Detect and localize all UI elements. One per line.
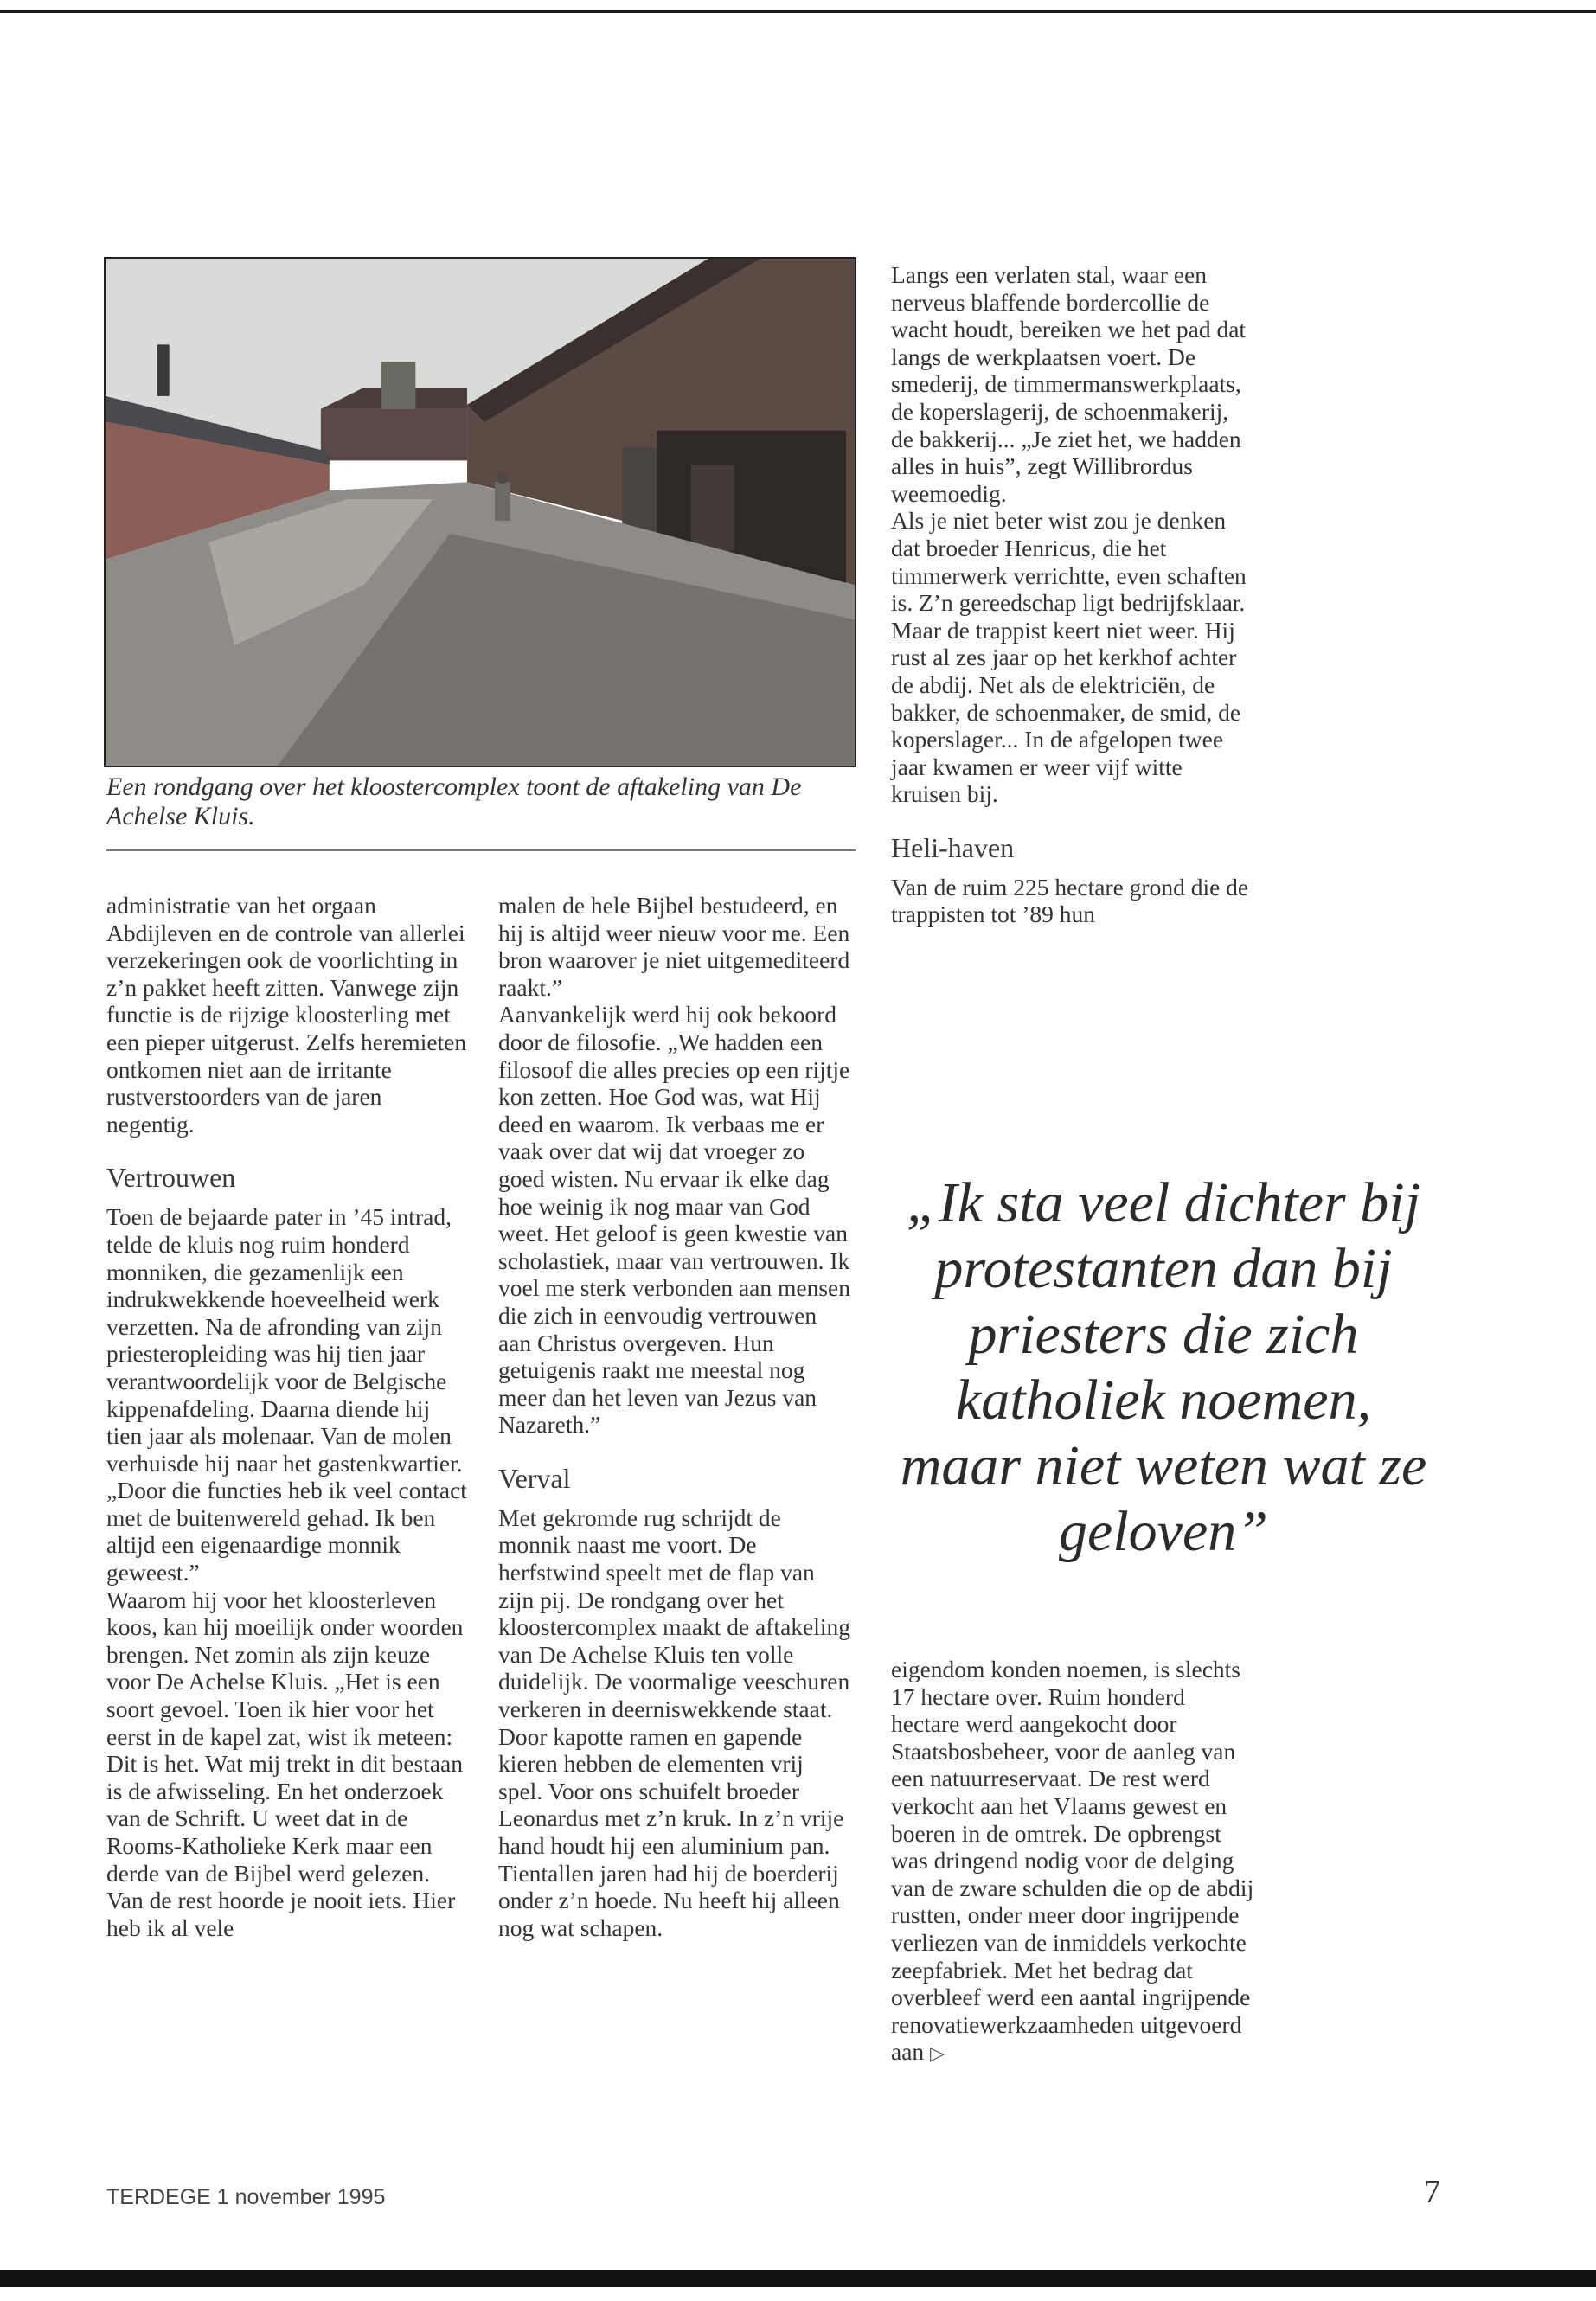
column-3-bottom bbox=[891, 1656, 1254, 2067]
publication-footer: TERDEGE 1 november 1995 bbox=[106, 2185, 386, 2209]
section-heading-heli-haven: Heli-haven bbox=[891, 831, 1015, 863]
column-1 bbox=[106, 892, 470, 1941]
continue-arrow-icon: ▷ bbox=[930, 2042, 945, 2065]
bottom-rule bbox=[0, 2270, 1596, 2287]
caption-rule bbox=[106, 849, 856, 851]
paragraph: malen de hele Bijbel bestudeerd, en hij is altijd weer nieuw voor me. Een bron waarover je niet uitgemediteerd raakt.” bbox=[498, 892, 850, 1001]
paragraph: Als je niet beter wist zou je denken dat broeder Henricus, die het timmerwerk verrichtte, even schaften is. Z’n gereedschap ligt bedrijfsklaar. Maar de trappist keert niet weer. Hij rust al zes jaar op het kerkhof achter de abdij. Net als de elektriciën, de bakker, de schoenmaker, de smid, de koperslager... In de afgelopen twee jaar kwamen er weer vijf witte kruisen bij. bbox=[891, 507, 1247, 808]
paragraph-text: eigendom konden noemen, is slechts 17 hectare over. Ruim honderd hectare werd aangekocht door Staatsbosbeheer, voor de aanleg van een natuurreservaat. De rest werd verkocht aan het Vlaams gewest en boeren in de omtrek. De opbrengst was dringend nodig voor de delging van de zware schulden die op de abdij rustten, onder meer door ingrijpende verliezen van de inmiddels verkochte zeepfabriek. Met het bedrag dat overbleef werd een aantal ingrijpende renovatiewerkzaamheden uitgevoerd aan bbox=[891, 1656, 1254, 2066]
section-heading-vertrouwen: Vertrouwen bbox=[106, 1162, 236, 1194]
photo-caption: Een rondgang over het kloostercomplex toont de aftakeling van De Achelse Kluis. bbox=[106, 772, 802, 830]
page-number: 7 bbox=[1424, 2174, 1440, 2210]
paragraph: Langs een verlaten stal, waar een nerveus blaffende bordercollie de wacht houdt, bereiken we het pad dat langs de werkplaatsen voert. De smederij, de timmermanswerkplaats, de koperslagerij, de schoenmakerij, de bakkerij... „Je ziet het, we hadden alles in huis”, zegt Willibrordus weemoedig. bbox=[891, 261, 1247, 507]
paragraph: administratie van het orgaan Abdijleven en de controle van allerlei verzekeringen ook de voorlichting in z’n pakket heeft zitten. Vanwege zijn functie is de rijzige kloosterling met een pieper uitgerust. Zelfs heremieten ontkomen niet aan de irritante rustverstoorders van de jaren negentig. bbox=[106, 892, 467, 1138]
pull-quote: „Ik sta veel dichter bij protestanten dan bij priesters die zich katholiek noemen, maar niet weten wat ze geloven” bbox=[900, 1171, 1427, 1563]
paragraph: Met gekromde rug schrijdt de monnik naast me voort. De herfstwind speelt met de flap van zijn pij. De rondgang over het kloostercomplex maakt de aftakeling van De Achelse Kluis ten volle duidelijk. De voormalige veeschuren verkeren in deerniswekkende staat. Door kapotte ramen en gapende kieren hebben de elementen vrij spel. Voor ons schuifelt broeder Leonardus met z’n kruk. In z’n vrije hand houdt hij een aluminium pan. Tientallen jaren had hij de boerderij onder z’n hoede. Nu heeft hij alleen nog wat schapen. bbox=[498, 1503, 851, 1941]
paragraph: Toen de bejaarde pater in ’45 intrad, telde de kluis nog ruim honderd monniken, die gezamenlijk een indrukwekkende hoeveelheid werk verzetten. Na de afronding van zijn priesteropleiding was hij tien jaar verantwoordelijk voor de Belgische kippenafdeling. Daarna diende hij tien jaar als molenaar. Van de molen verhuisde hij naar het gastenkwartier. „Door die functies heb ik veel contact met de buitenwereld gehad. Ik ben altijd een eigenaardige monnik geweest.” bbox=[106, 1203, 467, 1586]
paragraph: Aanvankelijk werd hij ook bekoord door de filosofie. „We hadden een filosoof die alles precies op een rijtje kon zetten. Hoe God was, wat Hij deed en waarom. Ik verbaas me er vaak over dat wij dat vroeger zo goed wisten. Nu ervaar ik elke dag hoe weinig ik nog maar van God weet. Het geloof is geen kwestie van scholastiek, maar van vertrouwen. Ik voel me sterk verbonden aan mensen die zich in eenvoudig vertrouwen aan Christus overgeven. Hun getuigenis raakt me meestal nog meer dan het leven van Jezus van Nazareth.” bbox=[498, 1001, 851, 1439]
section-heading-verval: Verval bbox=[498, 1462, 571, 1494]
monastery-photo bbox=[104, 257, 856, 767]
column-3-top bbox=[891, 261, 1254, 928]
paragraph: Waarom hij voor het kloosterleven koos, kan hij moeilijk onder woorden brengen. Net zomin als zijn keuze voor De Achelse Kluis. „Het is een soort gevoel. Toen ik hier voor het eerst in de kapel zat, wist ik meteen: Dit is het. Wat mij trekt in dit bestaan is de afwisseling. En het onderzoek van de Schrift. U weet dat in de Rooms-Katholieke Kerk maar een derde van de Bijbel werd gelezen. Van de rest hoorde je nooit iets. Hier heb ik al vele bbox=[106, 1586, 464, 1941]
paragraph bbox=[891, 1656, 1254, 2067]
paragraph: Van de ruim 225 hectare grond die de trappisten tot ’89 hun bbox=[891, 873, 1249, 928]
top-rule bbox=[0, 10, 1596, 13]
column-2 bbox=[498, 892, 853, 1941]
